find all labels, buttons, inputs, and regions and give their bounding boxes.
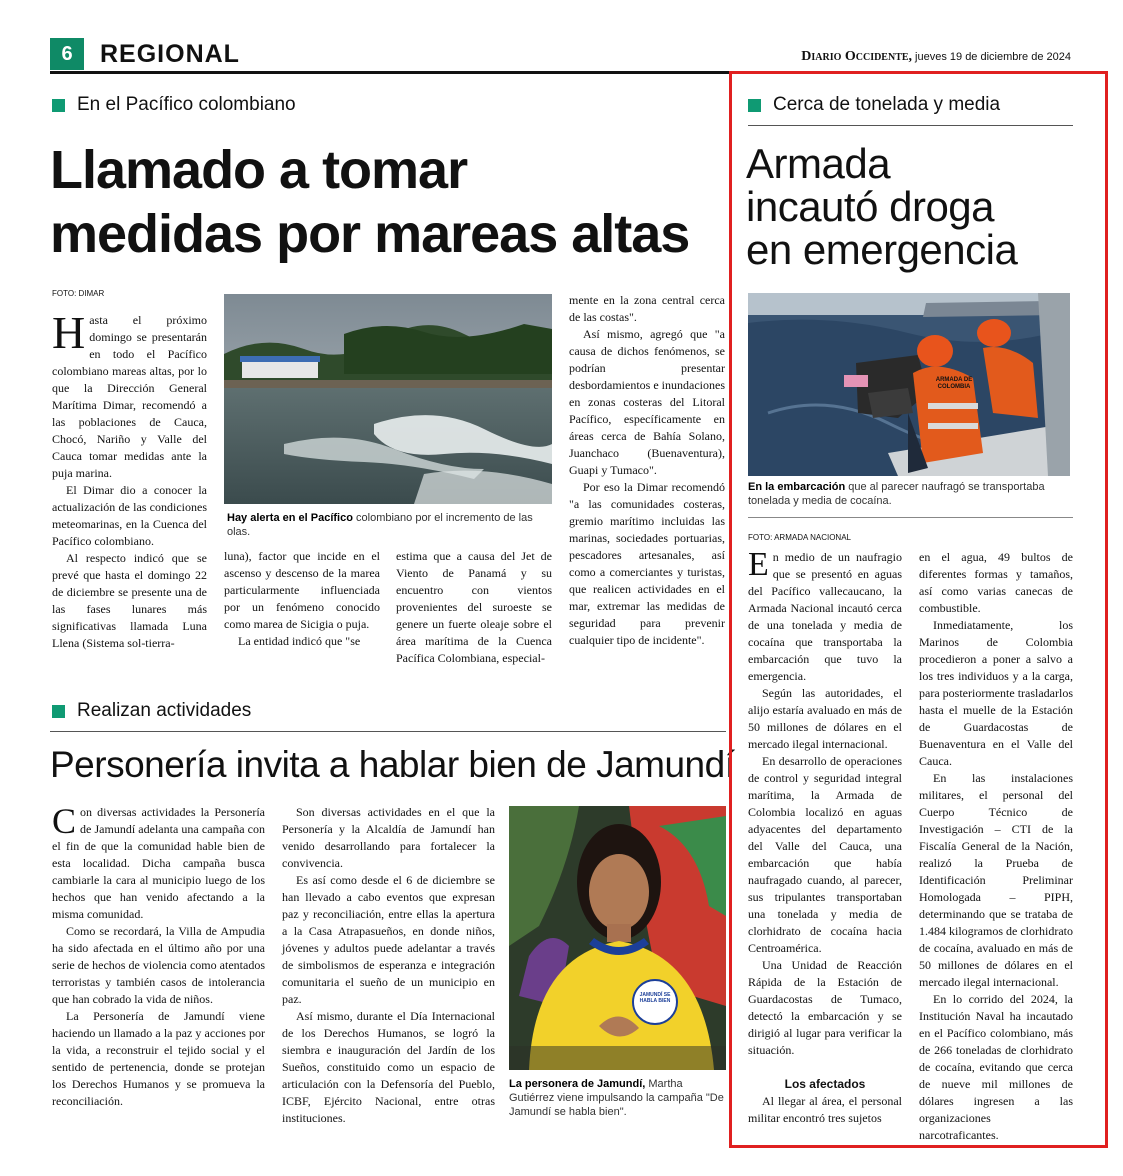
paragraph: Al llegar al área, el personal militar encontró tres sujetos — [748, 1094, 902, 1125]
paragraph: luna), factor que incide en el ascenso y descenso de la marea particularmente influenciada por un fenómeno conocido como marea de Sicigia o puja. — [224, 549, 380, 631]
paragraph: La entidad indicó que "se — [238, 634, 361, 648]
paragraph: mente en la zona central cerca de las costas". — [569, 293, 725, 324]
paragraph: Inmediatamente, los Marinos de Colombia procedieron a poner a salvo a los tres individuos y a la carga, para posteriormente trasladarlos hasta el muelle de la Estación de Guardacostas de Buenaventura en el Valle del Cauca. — [919, 618, 1073, 768]
headline-line: medidas por mareas altas — [50, 204, 690, 264]
mareas-column-2 — [224, 548, 380, 650]
paragraph: En desarrollo de operaciones de control y seguridad integral marítima, la Armada de Colombia localizó en aguas adyacentes del departamento del Valle del Cauca, una embarcación que había naufragado cuando, al parecer, sus tripulantes transportaban una tonelada y media de clorhidrato de cocaína hacia Centroamérica. — [748, 754, 902, 955]
photo-sea-waves — [224, 294, 552, 504]
photo-armada-rescue — [748, 293, 1070, 476]
kicker-personeria — [52, 700, 251, 722]
kicker-square-icon — [52, 705, 65, 718]
paragraph: Por eso la Dimar recomendó "a las comunidades costeras, gremio marítimo incluidas las marinas, sociedades portuarias, pescadores artesanales, así como a comerciantes y turistas, que realicen actividades en el mar, extremar las medidas de seguridad para prevenir cualquier tipo de incidente". — [569, 480, 725, 647]
paragraph: Según las autoridades, el alijo estaría avaluado en más de 50 millones de dólares en el mercado ilegal internacional. — [748, 686, 902, 751]
paragraph: Son diversas actividades en el que la Personería y la Alcaldía de Jamundí han venido desarrollando para fortalecer la convivencia. — [282, 805, 495, 870]
caption-bold: En la embarcación — [748, 481, 846, 493]
paragraph: En las instalaciones militares, el personal del Cuerpo Técnico de Investigación – CTI de la Fiscalía General de la Nación, realizó la Prueba de Identificación Preliminar Homologada – PIPH, determinando que se trataba de 1.484 kilogramos de clorhidrato de cocaína, avaluado en más de 50 millones de dólares en el mercado ilegal internacional. — [919, 771, 1073, 989]
section-title: REGIONAL — [100, 40, 240, 68]
paragraph: Como se recordará, la Villa de Ampudia ha sido afectada en el último año por una serie de hechos de violencia como atentados terroristas y también casos de intolerancia que han cobrado la vida de niños. — [52, 924, 265, 1006]
paragraph: estima que a causa del Jet de Viento de Panamá y su encuentro con vientos provenientes del suroeste se genere un fuerte oleaje sobre el área marítima de la Cuenca Pacífica Colombiana, especial- — [396, 549, 552, 665]
caption-bold: Hay alerta en el Pacífico — [227, 512, 353, 524]
headline-line: Armada — [746, 140, 891, 187]
mareas-column-3 — [396, 548, 552, 667]
masthead — [801, 48, 1071, 65]
photo-credit: FOTO: ARMADA NACIONAL — [748, 533, 851, 542]
headline-armada — [746, 142, 1017, 271]
drop-cap: E — [748, 546, 769, 583]
paragraph: La Personería de Jamundí viene haciendo un llamado a la paz y acciones por la vida, a reconstruir el tejido social y el sentido de pertenencia, donde se protejan los Derechos Humanos y se promueva la reconciliación. — [52, 1009, 265, 1108]
paragraph: Al respecto indicó que se prevé que hasta el domingo 22 de diciembre se presente una de las fases lunares más significativas llamada Luna Llena (Sistema sol-tierra- — [52, 551, 207, 650]
photo-personera — [509, 806, 726, 1070]
personeria-column-1 — [52, 801, 265, 1110]
drop-cap: H — [52, 307, 86, 358]
armada-column-1 — [748, 546, 902, 1127]
paragraph: Es así como desde el 6 de diciembre se han llevado a cabo eventos que expresan paz y reconciliación, entre ellas la apertura a la Casa Atrapasueños, en donde niños, jóvenes y adultos puede adelantar a través de simbolismos de esperanza e integración comunitaria el sueño de un municipio en paz. — [282, 873, 495, 1006]
headline-mareas — [50, 138, 689, 266]
kicker-text: Realizan actividades — [77, 700, 252, 721]
mareas-column-4 — [569, 292, 725, 649]
caption-bold: La personera de Jamundí, — [509, 1078, 646, 1090]
issue-date: jueves 19 de diciembre de 2024 — [915, 51, 1071, 63]
paragraph: En lo corrido del 2024, la Institución Naval ha incautado en el Pacífico colombiano, más de 266 toneladas de clorhidrato de cocaína, evitando que cerca de nueve mil millones de dólares ingresen a las organizaciones narcotraficantes. — [919, 992, 1073, 1142]
armada-column-2 — [919, 549, 1073, 1144]
section-rule — [748, 125, 1073, 126]
page-number: 6 — [61, 42, 73, 65]
headline-personeria: Personería invita a hablar bien de Jamundí — [50, 744, 735, 785]
caption-text: que al parecer naufragó se transportaba tonelada y media de cocaína. — [748, 481, 1045, 507]
paragraph: on diversas actividades la Personería de Jamundí adelanta una campaña con el fin de que la comunidad hable bien de esta localidad. Dicha campaña busca cambiarle la cara al municipio luego de los hechos que han venido afectando a la misma comunidad. — [52, 805, 265, 921]
caption-text: Martha Gutiérrez viene impulsando la campaña "De Jamundí se habla bien". — [509, 1078, 724, 1118]
section-rule — [50, 731, 726, 732]
paragraph: Una Unidad de Reacción Rápida de la Estación de Guardacostas de Tumaco, detectó la embarcación y se dirigió al lugar para verificar la situación. — [748, 958, 902, 1057]
paragraph: El Dimar dio a conocer la actualización de las condiciones meteomarinas, en la Cuenca del Pacífico colombiano. — [52, 483, 207, 548]
paragraph: asta el próximo domingo se presentarán en todo el Pacífico colombiano mareas altas, por lo que la Dirección General Marítima Dimar, recomendó a las poblaciones de Cauca, Chocó, Nariño y Valle del Cauca tomar medidas ante la puja marina. — [52, 313, 207, 480]
kicker-square-icon — [748, 99, 761, 112]
paragraph: en el agua, 49 bultos de diferentes formas y tamaños, así como varias canecas de combustible. — [919, 550, 1073, 615]
paragraph: n medio de un naufragio que se presentó en aguas del Pacífico vallecaucano, la Armada Nacional incautó cerca de una tonelada y media de cocaína que transportaba la embarcación que tuvo la emergencia. — [748, 550, 902, 683]
photo-credit: FOTO: DIMAR — [52, 289, 105, 298]
personeria-column-2 — [282, 804, 495, 1127]
headline-line: incautó droga — [746, 183, 995, 230]
page-number-badge — [50, 38, 84, 70]
subheading: Los afectados — [784, 1077, 866, 1091]
kicker-text: En el Pacífico colombiano — [77, 94, 296, 115]
kicker-mareas — [52, 94, 296, 116]
shirt-badge-text: JAMUNDÍ SE HABLA BIEN — [639, 992, 671, 1004]
caption-armada — [748, 480, 1073, 508]
headline-line: en emergencia — [746, 226, 1018, 273]
mareas-column-1 — [52, 307, 207, 652]
drop-cap: C — [52, 801, 77, 841]
paragraph: Así mismo, durante el Día Internacional de los Derechos Humanos, se logró la siembra e inauguración del Jardín de los Sueños, constituido como un espacio de articulación con la Defensoría del Pueblo, ICBF, Ejército Nacional, entre otras instituciones. — [282, 1009, 495, 1125]
caption-mareas — [227, 511, 552, 539]
paragraph: Así mismo, agregó que "a causa de dichos fenómenos, se podrían presentar desbordamientos e inundaciones en zonas costeras del Litoral Pacífico, específicamente en áreas cerca de Bahía Solano, Juanchaco (Buenaventura), Guapi y Tumaco". — [569, 327, 725, 477]
kicker-square-icon — [52, 99, 65, 112]
caption-personeria — [509, 1077, 726, 1119]
kicker-armada — [748, 94, 1000, 116]
kicker-text: Cerca de tonelada y media — [773, 94, 1001, 115]
caption-rule — [748, 517, 1073, 518]
caption-text: colombiano por el incremento de las olas. — [227, 512, 533, 538]
headline-line: Llamado a tomar — [50, 140, 468, 200]
newspaper-name: Diario Occidente, — [801, 49, 913, 64]
vest-text: ARMADA DE COLOMBIA — [935, 377, 973, 390]
